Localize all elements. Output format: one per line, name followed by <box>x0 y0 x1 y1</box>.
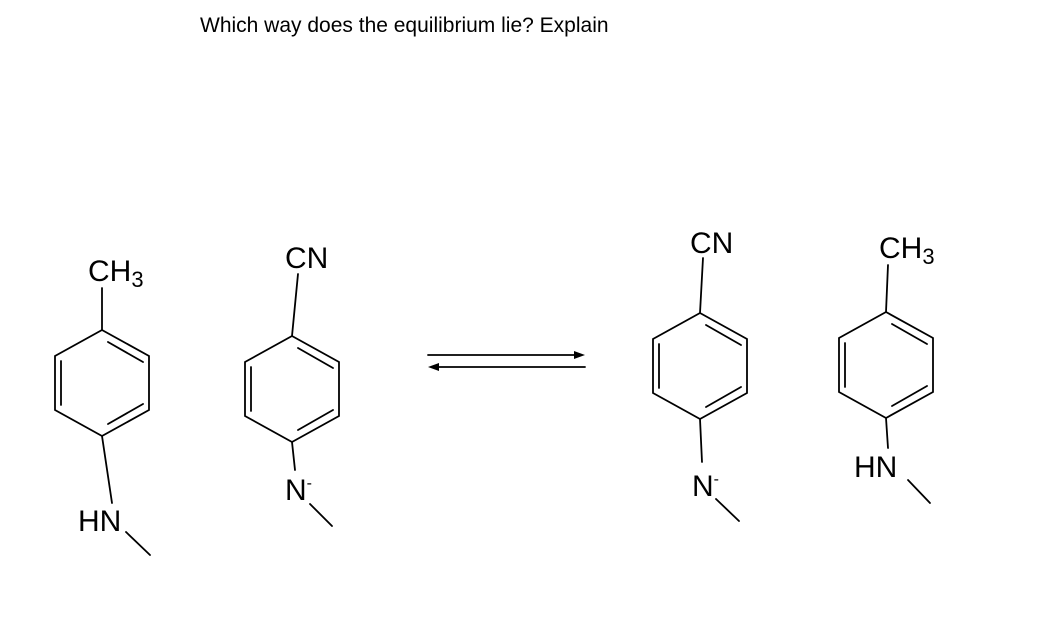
reverse-arrowhead <box>428 363 439 371</box>
reactant-hn-label: HN <box>78 505 122 538</box>
reactant-n-label: N- <box>285 474 312 507</box>
product-cn-label: CN <box>690 227 734 260</box>
forward-arrowhead <box>574 351 585 359</box>
product-hn-label: HN <box>854 451 898 484</box>
arrow-heads <box>428 351 585 371</box>
bond-lines <box>55 258 933 555</box>
question-text: Which way does the equilibrium lie? Explain <box>200 14 609 37</box>
equilibrium-arrow <box>428 355 585 367</box>
product-ch3-label: $CH_3$ <box>879 232 935 269</box>
reactant-cn-label: CN <box>285 242 329 275</box>
reactant-ch3-label: $CH_3$ <box>88 255 144 292</box>
product-n-label: N- <box>692 470 719 503</box>
